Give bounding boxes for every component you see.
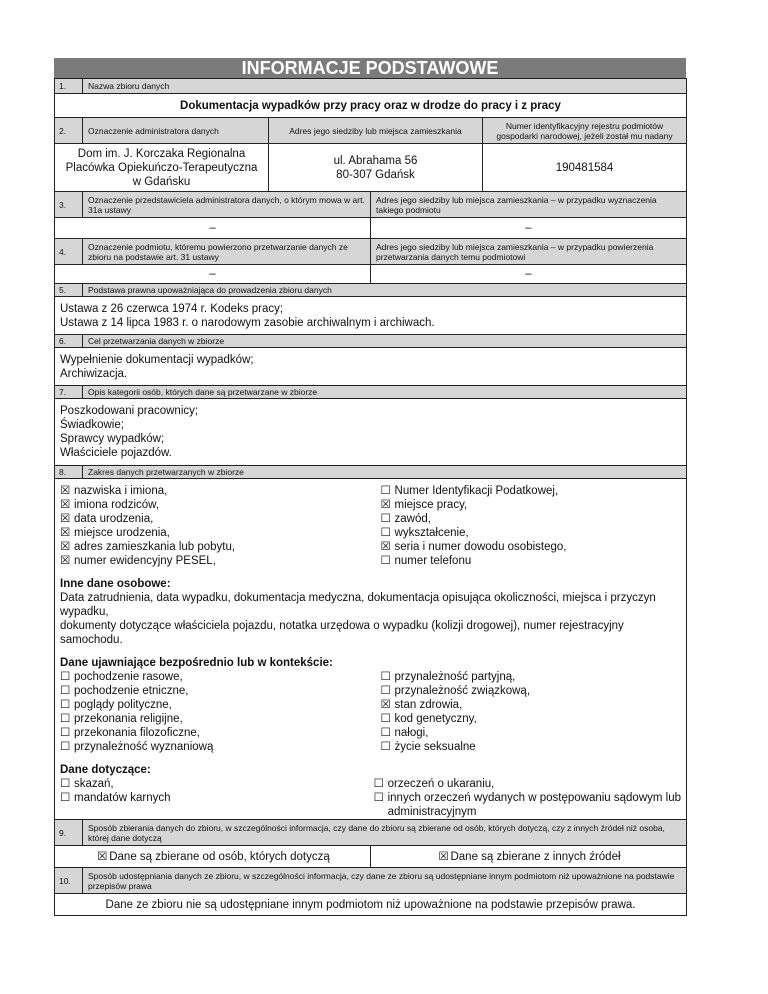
checkbox-icon[interactable]: ☐	[60, 685, 71, 697]
representative-address: –	[371, 218, 687, 239]
checkbox-label: miejsce pracy,	[394, 499, 468, 511]
checkbox-column	[361, 670, 682, 754]
checkbox-label: numer ewidencyjny PESEL,	[74, 555, 216, 567]
checkbox-label: miejsce urodzenia,	[74, 527, 170, 539]
text-line: ul. Abrahama 56	[333, 154, 418, 167]
checkbox-icon[interactable]: ☐	[380, 671, 391, 683]
checkbox-item[interactable]	[381, 698, 682, 712]
checkbox-label: przynależność partyjną,	[394, 671, 516, 683]
checkbox-label: data urodzenia,	[74, 513, 154, 525]
checkbox-label: pochodzenie etniczne,	[74, 685, 189, 697]
checkbox-item[interactable]	[60, 670, 361, 684]
text-line: Sprawcy wypadków;	[60, 433, 165, 445]
text-line: Ustawa z 14 lipca 1983 r. o narodowym zasobie archiwalnym i archiwach.	[60, 316, 435, 329]
checkbox-item[interactable]	[60, 777, 354, 791]
checkbox-label: imiona rodziców,	[74, 499, 160, 511]
section-number: 5.	[55, 284, 83, 297]
section-label: Cel przetwarzania danych w zbiorze	[83, 335, 687, 348]
processor: –	[55, 265, 371, 284]
text-line: Świadkowie;	[60, 419, 124, 431]
checkbox-icon[interactable]: ☐	[60, 727, 71, 739]
checkbox-label: wykształcenie,	[394, 527, 469, 539]
checkbox-label: adres zamieszkania lub pobytu,	[74, 541, 236, 553]
checkbox-label: skazań,	[74, 778, 114, 790]
checkbox-label: Numer Identyfikacji Podatkowej,	[394, 485, 559, 497]
checkbox-item[interactable]	[381, 498, 682, 512]
checkbox-label: Dane są zbierane od osób, których dotyczą	[109, 850, 330, 863]
checkbox-item[interactable]	[60, 484, 361, 498]
checkbox-label: mandatów karnych	[74, 792, 171, 804]
checkbox-icon[interactable]: ☐	[380, 713, 391, 725]
checkbox-icon[interactable]: ☐	[60, 699, 71, 711]
checkbox-column	[60, 777, 354, 819]
text-line: Data zatrudnienia, data wypadku, dokumentacja medyczna, dokumentacja opisująca okoliczności, miejsca i przyczyn wypadku,	[60, 592, 656, 618]
checkbox-icon[interactable]: ☒	[60, 485, 71, 497]
checkbox-item[interactable]	[60, 791, 354, 805]
checkbox-item[interactable]	[60, 684, 361, 698]
checkbox-label: nałogi,	[394, 727, 429, 739]
text-line: Ustawa z 26 czerwca 1974 r. Kodeks pracy;	[60, 302, 284, 315]
checkbox-item[interactable]	[60, 726, 361, 740]
checkbox-item[interactable]	[381, 540, 682, 554]
collection-from-subject	[55, 846, 371, 868]
basic-data-checkboxes	[60, 484, 681, 568]
checkbox-item[interactable]	[381, 512, 682, 526]
checkbox-label: numer telefonu	[394, 555, 472, 567]
section-label: Podstawa prawna upoważniająca do prowadzenia zbioru danych	[83, 284, 687, 297]
section-number: 9.	[55, 820, 83, 846]
checkbox-item[interactable]	[60, 498, 361, 512]
section-label: Zakres danych przetwarzanych w zbiorze	[83, 466, 687, 479]
text-line: 80-307 Gdańsk	[336, 168, 415, 181]
conviction-data-checkboxes	[60, 777, 681, 819]
checkbox-item[interactable]	[381, 670, 682, 684]
section-label: Numer identyfikacyjny rejestru podmiotów gospodarki narodowej, jeżeli został mu nadany	[483, 118, 687, 144]
checkbox-icon[interactable]: ☐	[380, 685, 391, 697]
section-label: Sposób zbierania danych do zbioru, w szczególności informacja, czy dane do zbioru są zbierane od osób, których dotyczą, czy z innych źródeł niż osoba, której dane dotyczą	[83, 820, 687, 846]
checkbox-label: pochodzenie rasowe,	[74, 671, 183, 683]
checkbox-label: przynależność wyznaniową	[74, 741, 214, 753]
checkbox-label: przekonania religijne,	[74, 713, 183, 725]
checkbox-item[interactable]	[381, 526, 682, 540]
checkbox-label-continued: administracyjnym	[387, 806, 477, 818]
section-label: Oznaczenie administratora danych	[83, 118, 269, 144]
checkbox-label: poglądy polityczne,	[74, 699, 172, 711]
section-label: Opis kategorii osób, których dane są przetwarzane w zbiorze	[83, 386, 687, 399]
form-table	[54, 78, 687, 916]
checkbox-item[interactable]	[60, 554, 361, 568]
text-line: Archiwizacja.	[60, 367, 128, 380]
checkbox-icon[interactable]: ☒	[380, 499, 391, 511]
data-scope	[55, 479, 687, 820]
checkbox-item[interactable]	[374, 791, 681, 805]
checkbox-item[interactable]	[60, 540, 361, 554]
checkbox-icon[interactable]: ☐	[380, 527, 391, 539]
checkbox-item[interactable]	[381, 554, 682, 568]
section-number: 1.	[55, 79, 83, 94]
section-label: Sposób udostępniania danych ze zbioru, w szczególności informacja, czy dane ze zbioru są udostępniane innym podmiotom niż upoważnione na podstawie przepisów prawa	[83, 868, 687, 894]
checkbox-label: zawód,	[394, 513, 431, 525]
checkbox-item[interactable]	[381, 712, 682, 726]
section-number: 3.	[55, 192, 83, 218]
dataset-name: Dokumentacja wypadków przy pracy oraz w drodze do pracy i z pracy	[55, 94, 687, 118]
checkbox-icon[interactable]: ☐	[380, 485, 391, 497]
conviction-data-title: Dane dotyczące:	[60, 764, 151, 776]
sensitive-data-checkboxes	[60, 670, 681, 754]
checkbox-icon[interactable]: ☐	[60, 792, 71, 804]
checkbox-icon[interactable]: ☐	[380, 727, 391, 739]
checkbox-icon[interactable]: ☐	[373, 778, 384, 790]
checkbox-icon[interactable]: ☐	[380, 555, 391, 567]
checkbox-item[interactable]	[60, 740, 361, 754]
section-label: Oznaczenie podmiotu, któremu powierzono przetwarzanie danych ze zbioru na podstawie art. 31 ustawy	[83, 239, 371, 265]
section-number: 6.	[55, 335, 83, 348]
checkbox-icon[interactable]: ☐	[60, 778, 71, 790]
text-line: w Gdańsku	[132, 175, 191, 188]
section-label: Nazwa zbioru danych	[83, 79, 687, 94]
text-line: dokumenty dotyczące właściciela pojazdu, notatka urzędowa o wypadku (kolizji drogowej), numer rejestracyjny samochodu.	[60, 620, 624, 646]
checkbox-icon[interactable]: ☐	[60, 713, 71, 725]
section-label: Oznaczenie przedstawiciela administratora danych, o którym mowa w art. 31a ustawy	[83, 192, 371, 218]
processor-address: –	[371, 265, 687, 284]
regon-number: 190481584	[483, 144, 687, 192]
administrator-address	[269, 144, 483, 192]
form	[54, 58, 686, 916]
collection-from-other-sources	[371, 846, 687, 868]
checkbox-icon[interactable]: ☒	[60, 513, 71, 525]
checkbox-item[interactable]	[60, 698, 361, 712]
checkbox-item[interactable]	[381, 684, 682, 698]
text-line: Dom im. J. Korczaka Regionalna	[77, 147, 246, 160]
checkbox-icon[interactable]: ☐	[380, 513, 391, 525]
data-sharing: Dane ze zbioru nie są udostępniane innym podmiotom niż upoważnione na podstawie przepisów prawa.	[55, 894, 687, 916]
text-line: Właściciele pojazdów.	[60, 447, 172, 459]
checkbox-label: orzeczeń o ukaraniu,	[387, 778, 495, 790]
checkbox-icon[interactable]: ☒	[380, 699, 391, 711]
checkbox-icon[interactable]: ☒	[97, 850, 108, 863]
checkbox-label: seria i numer dowodu osobistego,	[394, 541, 567, 553]
checkbox-icon[interactable]: ☐	[380, 741, 391, 753]
legal-basis	[55, 297, 687, 335]
administrator-name	[55, 144, 269, 192]
section-number: 8.	[55, 466, 83, 479]
checkbox-icon[interactable]: ☐	[60, 671, 71, 683]
checkbox-item[interactable]	[60, 712, 361, 726]
checkbox-column	[361, 484, 682, 568]
person-categories	[55, 399, 687, 466]
processing-purpose	[55, 348, 687, 386]
checkbox-item[interactable]	[381, 484, 682, 498]
other-data-title: Inne dane osobowe:	[60, 578, 171, 590]
checkbox-icon[interactable]: ☒	[380, 541, 391, 553]
checkbox-column	[60, 670, 361, 754]
checkbox-label: nazwiska i imiona,	[74, 485, 168, 497]
text-line: Placówka Opiekuńczo-Terapeutyczna	[65, 161, 258, 174]
section-number: 2.	[55, 118, 83, 144]
checkbox-label: innych orzeczeń wydanych w postępowaniu sądowym lub	[387, 792, 682, 804]
checkbox-icon[interactable]: ☒	[60, 527, 71, 539]
checkbox-icon[interactable]: ☒	[60, 541, 71, 553]
checkbox-icon[interactable]: ☒	[60, 499, 71, 511]
checkbox-item[interactable]	[381, 726, 682, 740]
checkbox-label: kod genetyczny,	[394, 713, 477, 725]
checkbox-item[interactable]	[60, 512, 361, 526]
checkbox-label: przynależność związkową,	[394, 685, 531, 697]
checkbox-item[interactable]	[60, 526, 361, 540]
checkbox-icon[interactable]: ☒	[438, 850, 449, 863]
checkbox-column	[354, 777, 681, 819]
section-label: Adres jego siedziby lub miejsca zamieszkania	[269, 118, 483, 144]
section-label: Adres jego siedziby lub miejsca zamieszkania – w przypadku powierzenia przetwarzania danych temu podmiotowi	[371, 239, 687, 265]
checkbox-column	[60, 484, 361, 568]
checkbox-label: Dane są zbierane z innych źródeł	[450, 850, 621, 863]
section-number: 10.	[55, 868, 83, 894]
text-line: Poszkodowani pracownicy;	[60, 405, 199, 417]
checkbox-label: stan zdrowia,	[394, 699, 463, 711]
sensitive-data-title: Dane ujawniające bezpośrednio lub w kontekście:	[60, 657, 333, 669]
checkbox-icon[interactable]: ☐	[373, 792, 384, 804]
text-line: Wypełnienie dokumentacji wypadków;	[60, 353, 254, 366]
section-number: 7.	[55, 386, 83, 399]
checkbox-item[interactable]	[381, 740, 682, 754]
checkbox-icon[interactable]: ☐	[60, 741, 71, 753]
representative: –	[55, 218, 371, 239]
checkbox-label: przekonania filozoficzne,	[74, 727, 200, 739]
form-title: INFORMACJE PODSTAWOWE	[54, 58, 686, 78]
section-label: Adres jego siedziby lub miejsca zamieszkania – w przypadku wyznaczenia takiego podmiotu	[371, 192, 687, 218]
checkbox-label: życie seksualne	[394, 741, 476, 753]
section-number: 4.	[55, 239, 83, 265]
checkbox-icon[interactable]: ☒	[60, 555, 71, 567]
checkbox-item[interactable]	[374, 777, 681, 791]
